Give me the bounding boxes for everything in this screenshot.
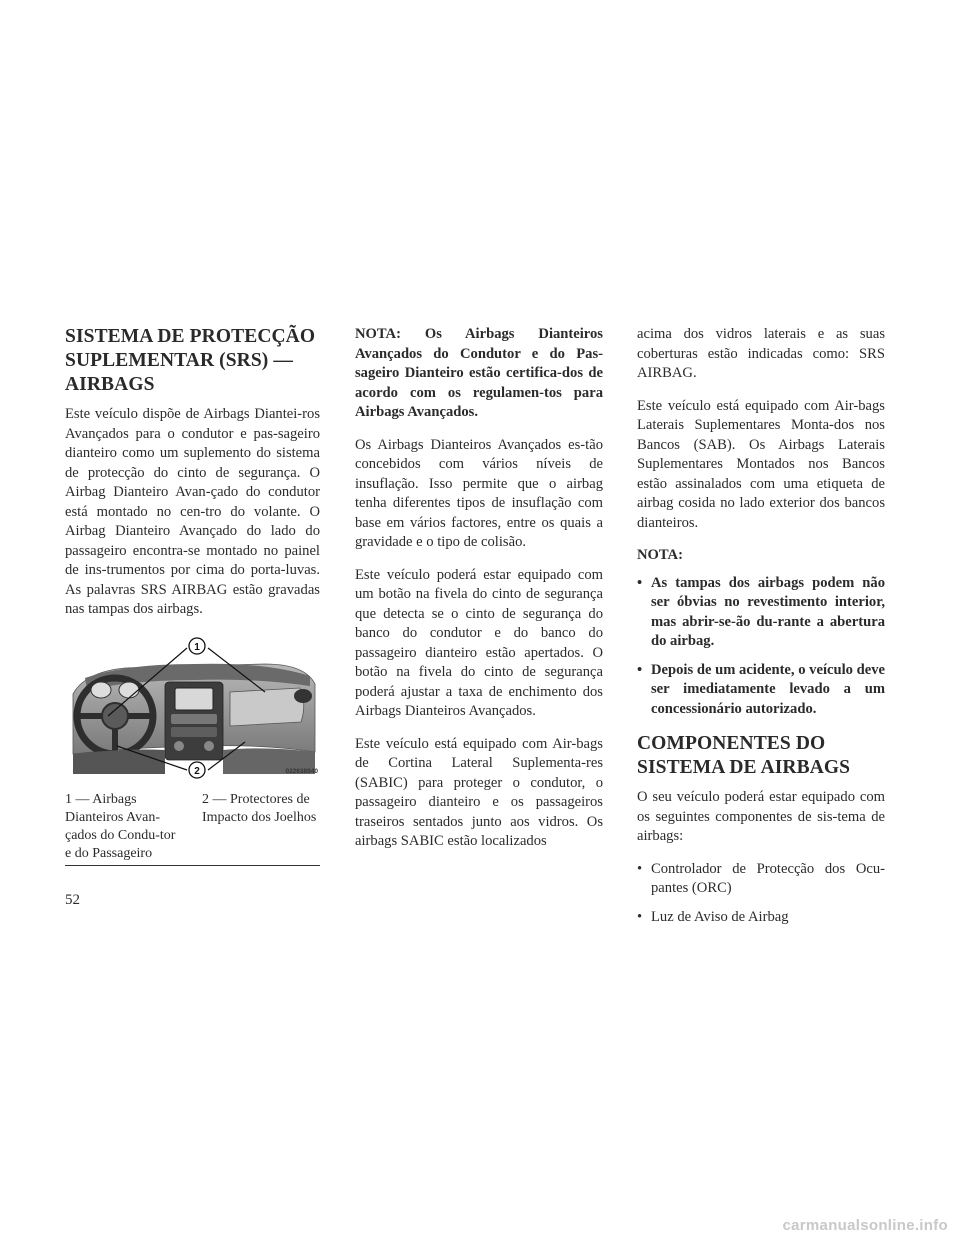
- components-list: [637, 860, 885, 928]
- paragraph-inflation-levels: Os Airbags Dianteiros Avançados es-tão concebidos com vários níveis de insuflação. Isso permite que o airbag tenha diferentes tipos de insuflação com base em vários factores, entre os quais a gravidade e o tipo de colisão.: [355, 436, 603, 550]
- column-1: [65, 325, 320, 866]
- bullet-icon: •: [637, 860, 643, 877]
- caption-divider: [65, 865, 320, 866]
- figure-code: 022638940: [285, 767, 318, 775]
- bullet-icon: •: [637, 574, 643, 591]
- list-item: • Luz de Aviso de Airbag: [637, 908, 885, 928]
- caption-item-2: 2 — Protectores de Impacto dos Joelhos: [202, 791, 317, 825]
- bullet-icon: •: [637, 908, 643, 925]
- dashboard-illustration: [65, 634, 320, 779]
- dashboard-figure: [65, 634, 320, 779]
- section-heading-components: COMPONENTES DO SISTEMA DE AIRBAGS: [637, 733, 851, 778]
- page-number: 52: [65, 892, 80, 908]
- paragraph-components-intro: O seu veículo poderá estar equipado com os seguintes componentes de sis-tema de airbags:: [637, 789, 885, 844]
- list-item: • Controlador de Protecção dos Ocu-pantes (ORC): [637, 860, 885, 896]
- nota-bullet-list: [637, 574, 885, 720]
- nota-label: NOTA:: [637, 547, 683, 563]
- watermark-link[interactable]: carmanualsonline.info: [782, 1217, 948, 1234]
- paragraph-intro: Este veículo dispõe de Airbags Diantei-ros Avançados para o condutor e pas-sageiro dianteiro como um suplemento do sistema de protecção do cinto de segurança. O Airbag Dianteiro Avan-çado do condutor está montado no cen-tro do volante. O Airbag Dianteiro Avançado do lado do passageiro encontra-se montado no painel de ins-trumentos por cima do porta-luvas. As palavras SRS AIRBAG estão gravadas nas tampas dos airbags.: [65, 406, 320, 617]
- paragraph-sab: Este veículo está equipado com Air-bags Laterais Suplementares Monta-dos nos Bancos (SAB). Os Airbags Laterais Suplementares Montados nos Bancos estão assinalados com uma etiqueta de airbag cosida no lado exterior dos bancos dianteiros.: [637, 397, 885, 531]
- caption-item-1: 1 — Airbags Dianteiros Avan-çados do Condu-tor e do Passageiro: [65, 791, 176, 861]
- column-3: [637, 325, 885, 940]
- figure-caption: [65, 791, 320, 863]
- bullet-icon: •: [637, 661, 643, 678]
- column-2: [355, 325, 603, 865]
- paragraph-buckle-switch: Este veículo poderá estar equipado com um botão na fivela do cinto de segurança que detecta se o cinto de segurança do banco do condutor e do banco do passageiro dianteiro estão apertados. O botão na fivela do cinto de segurança poderá ajustar a taxa de enchimento dos Airbags Dianteiros Avançados.: [355, 566, 603, 719]
- section-heading-srs: SISTEMA DE PROTECÇÃO SUPLEMENTAR (SRS) — AIRBAGS: [65, 326, 316, 395]
- paragraph-sabic-continued: acima dos vidros laterais e as suas coberturas estão indicadas como: SRS AIRBAG.: [637, 326, 885, 381]
- note-advanced-airbags: NOTA: Os Airbags Dianteiros Avançados do Condutor e do Pas-sageiro Dianteiro estão certifica-dos de acordo com os regulamen-tos para Airbags Avançados.: [355, 326, 603, 420]
- list-item: • Depois de um acidente, o veículo deve ser imediatamente levado a um concessionário autorizado.: [637, 661, 885, 717]
- paragraph-sabic: Este veículo está equipado com Air-bags de Cortina Lateral Suplementa-res (SABIC) para proteger o condutor, o passageiro dianteiro e os passageiros traseiros sentados junto aos vidros. Os airbags SABIC estão localizados: [355, 735, 603, 849]
- list-item: • As tampas dos airbags podem não ser óbvias no revestimento interior, mas abrir-se-ão du-rante a abertura do airbag.: [637, 574, 885, 649]
- callout-2-label: 2: [194, 765, 200, 777]
- callout-1-label: 1: [194, 641, 200, 653]
